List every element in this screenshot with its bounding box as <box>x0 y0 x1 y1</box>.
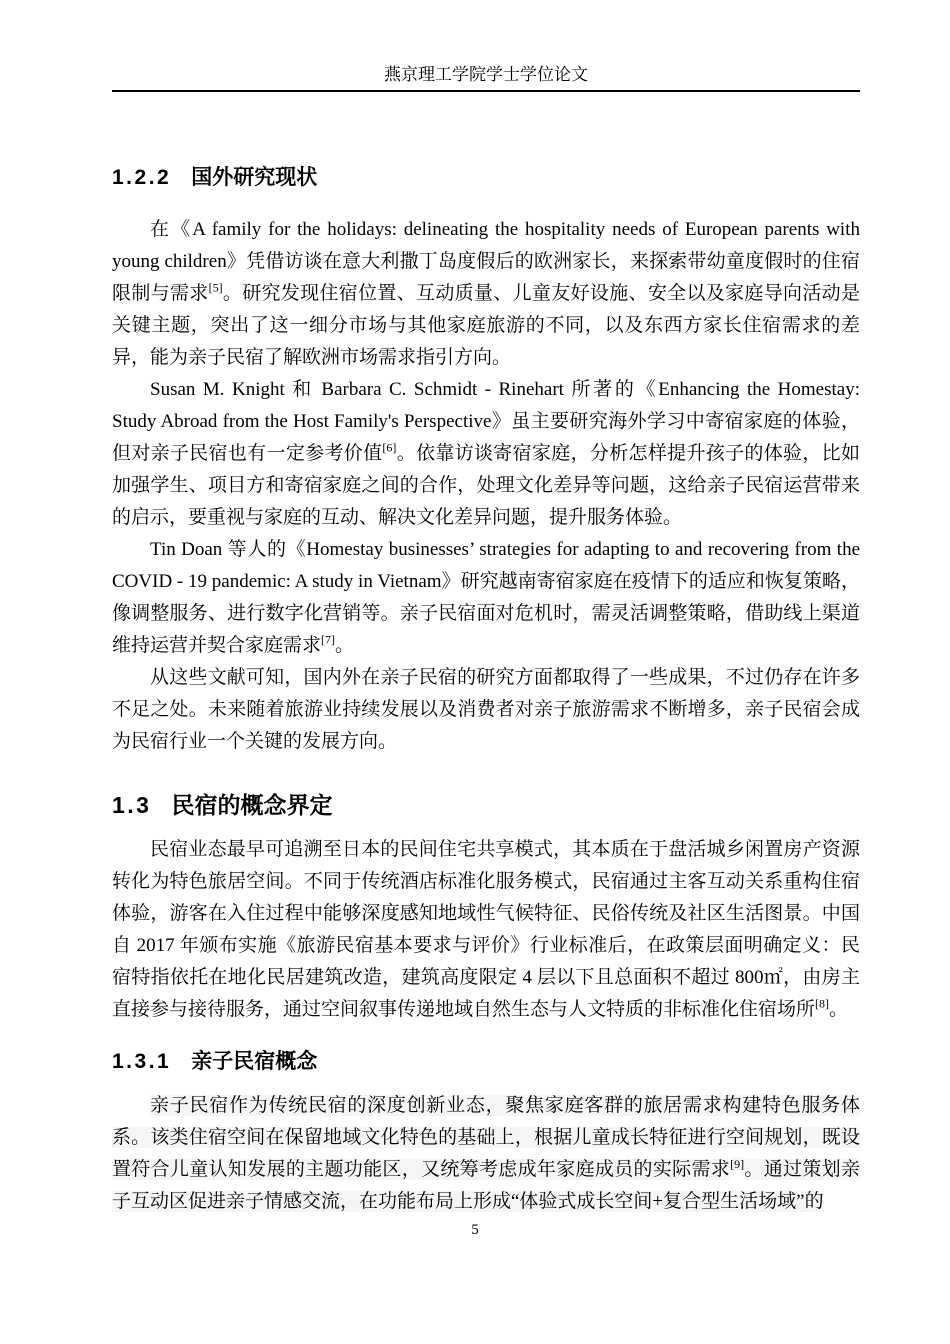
body-text: 从这些文献可知，国内外在亲子民宿的研究方面都取得了一些成果，不过仍存在许多不足之处。未来随着旅游业持续发展以及消费者对亲子旅游需求不断增多，亲子民宿会成为民宿行业一个关键的发展方向。 <box>112 667 860 752</box>
page-number: 5 <box>471 1222 479 1238</box>
body-text: Susan M. Knight 和 Barbara C. Schmidt - Rinehart 所著的《Enhancing the Homestay: Study Abroad from the Host Family's Perspective》虽主要研究海外学习中寄宿家庭的体验，但对亲子民宿也有一定参考价值 <box>112 379 860 464</box>
heading-1-3-1 <box>112 1048 860 1076</box>
heading-number: 1.2.2 <box>112 166 172 189</box>
heading-title: 亲子民宿概念 <box>191 1050 318 1073</box>
citation-ref: [5] <box>208 280 223 295</box>
header-title: 燕京理工学院学士学位论文 <box>384 65 588 84</box>
body-text: 民宿业态最早可追溯至日本的民间住宅共享模式，其本质在于盘活城乡闲置房产资源转化为特色旅居空间。不同于传统酒店标准化服务模式，民宿通过主客互动关系重构住宿体验，游客在入住过程中能够深度感知地域性气候特征、民俗传统及社区生活图景。中国自 2017 年颁布实施《旅游民宿基本要求与评价》行业标准后，在政策层面明确定义：民宿特指依托在地化民居建筑改造，建筑高度限定 4 层以下且总面积不超过 800㎡，由房主直接参与接待服务，通过空间叙事传递地域自然生态与人文特质的非标准化住宿场所 <box>112 839 860 1020</box>
body-text: 。 <box>829 999 849 1020</box>
page-header <box>112 64 860 92</box>
heading-number: 1.3 <box>112 792 152 818</box>
heading-number: 1.3.1 <box>112 1050 172 1073</box>
citation-ref: [8] <box>815 996 830 1011</box>
paragraph <box>112 834 860 1026</box>
heading-1-2-2 <box>112 164 860 192</box>
body-text: 。通过策划亲子互动区促进亲子情感交流，在功能布局上形成“体验式成长空间+复合型生活场域”的 <box>112 1159 860 1212</box>
citation-ref: [6] <box>382 440 397 455</box>
heading-1-3 <box>112 790 860 820</box>
body-text: 亲子民宿作为传统民宿的深度创新业态，聚焦家庭客群的旅居需求构建特色服务体系。该类住宿空间在保留地域文化特色的基础上，根据儿童成长特征进行空间规划，既设置符合儿童认知发展的主题功能区，又统筹考虑成年家庭成员的实际需求 <box>112 1095 860 1180</box>
heading-title: 民宿的概念界定 <box>171 792 333 818</box>
body-text: 。 <box>335 635 355 656</box>
citation-ref: [7] <box>321 632 336 647</box>
heading-title: 国外研究现状 <box>191 166 318 189</box>
paragraph <box>112 662 860 758</box>
body-text: 。研究发现住宿位置、互动质量、儿童友好设施、安全以及家庭导向活动是关键主题，突出了这一细分市场与其他家庭旅游的不同，以及东西方家长住宿需求的差异，能为亲子民宿了解欧洲市场需求指引方向。 <box>112 283 860 368</box>
citation-ref: [9] <box>730 1156 745 1171</box>
body-text: Tin Doan 等人的《Homestay businesses’ strategies for adapting to and recovering from the COVID - 19 pandemic: A study in Vietnam》研究越南寄宿家庭在疫情下的适应和恢复策略，像调整服务、进行数字化营销等。亲子民宿面对危机时，需灵活调整策略，借助线上渠道维持运营并契合家庭需求 <box>112 539 860 656</box>
body-text: 在《A family for the holidays: delineating the hospitality needs of European parents with young children》凭借访谈在意大利撒丁岛度假后的欧洲家长，来探索带幼童度假时的住宿限制与需求 <box>112 219 860 304</box>
paragraph-highlighted <box>112 1090 860 1218</box>
paragraph <box>112 374 860 534</box>
body-text: 。依靠访谈寄宿家庭，分析怎样提升孩子的体验，比如加强学生、项目方和寄宿家庭之间的合作，处理文化差异等问题，这给亲子民宿运营带来的启示，要重视与家庭的互动、解决文化差异问题，提升服务体验。 <box>112 443 860 528</box>
paragraph <box>112 214 860 374</box>
paragraph <box>112 534 860 662</box>
